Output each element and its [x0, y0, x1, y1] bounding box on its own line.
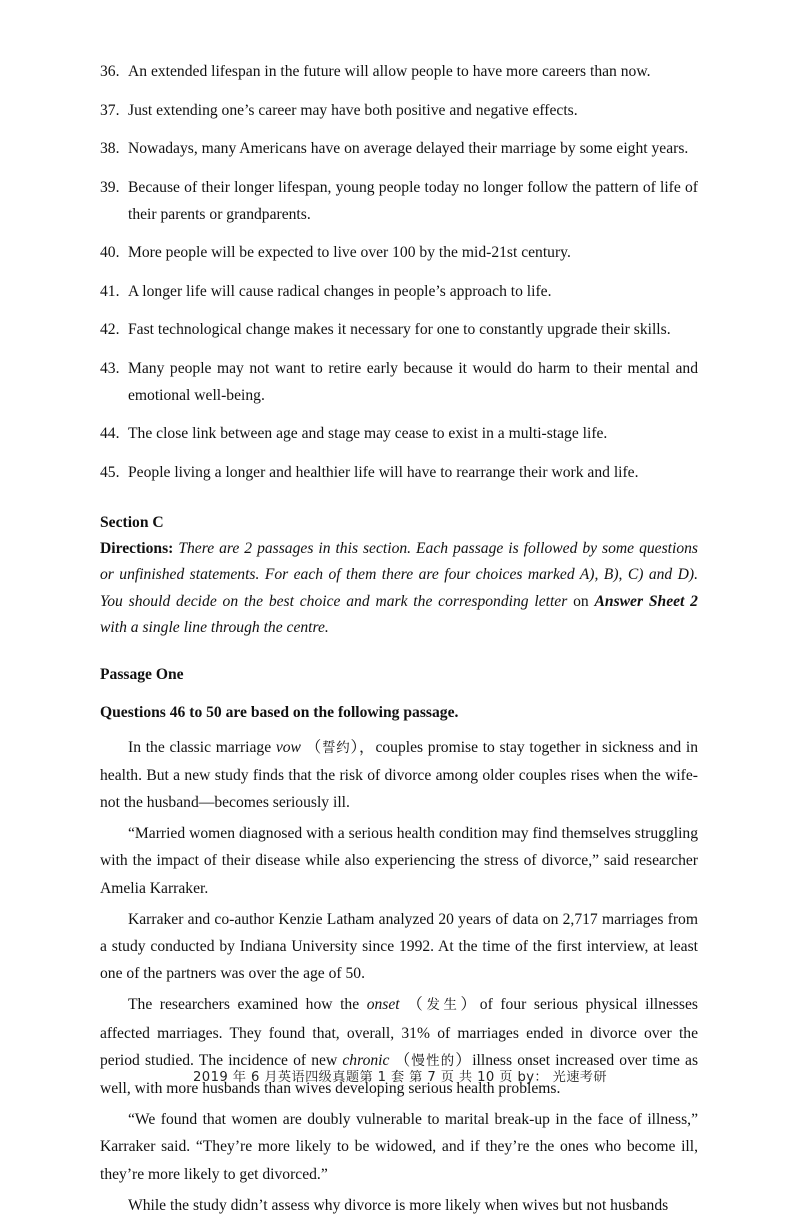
passage-paragraph: Karraker and co-author Kenzie Latham analyzed 20 years of data on 2,717 marriages from a study conducted by Indiana University since 1992. At the time of the first interview, at least one of the partners was over the age of 50. — [100, 910, 698, 983]
directions-body-part1 — [100, 540, 698, 637]
statement-item — [100, 97, 698, 124]
statement-number: 39. — [100, 178, 120, 196]
statement-text: People living a longer and healthier life will have to rearrange their work and life. — [128, 463, 639, 481]
directions-text-2: with a single line through the centre. — [100, 619, 329, 636]
passage-paragraph: “Married women diagnosed with a serious health condition may find themselves struggling with the impact of their disease while also experiencing the stress of divorce,” said researcher Amelia Karraker. — [100, 825, 698, 897]
statement-text: Fast technological change makes it necessary for one to constantly upgrade their skills. — [128, 321, 671, 338]
statement-item — [100, 459, 698, 486]
matching-statements-list — [100, 58, 698, 486]
statement-number: 41. — [100, 282, 120, 300]
questions-range-line: Questions 46 to 50 are based on the following passage. — [100, 703, 459, 721]
passage-paragraph: “We found that women are doubly vulnerable to marital break-up in the face of illness,” Karraker said. “They’re more likely to be widowed, and if they’re the ones who become ill, they’re more likely to get divorced.” — [100, 1111, 698, 1183]
statement-text: An extended lifespan in the future will allow people to have more careers than now. — [128, 63, 651, 80]
statement-number: 40. — [100, 244, 120, 261]
statement-number: 38. — [100, 140, 120, 157]
statement-text: A longer life will cause radical changes in people’s approach to life. — [128, 282, 552, 300]
statement-item — [100, 174, 698, 228]
chinese-gloss: 誓约 — [322, 740, 351, 756]
section-c-heading: Section C — [100, 513, 164, 531]
page-content — [100, 58, 698, 1219]
statement-number: 42. — [100, 321, 120, 338]
passage-paragraph: The researchers examined how the onset （发生）of four serious physical illnesses affected marriages. They found that, overall, 31% of marriages ended in divorce over the period studied. The incidence of new chronic （慢性的）illness onset increased over time as well, with more husbands than wives developing serious health problems. — [100, 996, 699, 1097]
statement-item — [100, 278, 698, 305]
statement-item — [100, 239, 698, 266]
statement-number: 37. — [100, 101, 120, 119]
statement-item — [100, 135, 698, 162]
statement-number: 45. — [100, 463, 120, 481]
directions-word-on: on — [573, 592, 589, 610]
statement-item — [100, 58, 698, 85]
glossed-term: vow — [275, 738, 301, 756]
chinese-gloss: 发生 — [426, 998, 461, 1014]
statement-text: Nowadays, many Americans have on average delayed their marriage by some eight years. — [128, 140, 689, 157]
statement-text: Because of their longer lifespan, young people today no longer follow the pattern of life of their parents or grandparents. — [128, 178, 698, 223]
statement-item — [100, 355, 698, 409]
statement-text: Many people may not want to retire early because it would do harm to their mental and emotional well-being. — [128, 359, 698, 404]
glossed-term: chronic — [342, 1051, 390, 1069]
statement-item — [100, 420, 698, 447]
statement-text: More people will be expected to live over 100 by the mid-21st century. — [128, 244, 571, 261]
statement-number: 44. — [100, 425, 120, 442]
passage-paragraph: While the study didn’t assess why divorce is more likely when wives but not husbands — [128, 1196, 669, 1214]
glossed-term: onset — [366, 996, 400, 1014]
directions-label: Directions: — [100, 539, 174, 557]
statement-text: The close link between age and stage may cease to exist in a multi-stage life. — [128, 425, 608, 442]
directions-text-1: There are 2 passages in this section. Each passage is followed by some questions or unfinished statements. For each of them there are four choices marked A), B), C) and D). You should decide on the best choice and mark the corresponding letter — [100, 539, 698, 610]
passage-paragraph: In the classic marriage vow （誓约），couples promise to stay together in sickness and in health. But a new study finds that the risk of divorce among older couples rises when the wife-not the husband—becomes seriously ill. — [100, 738, 699, 811]
section-c-directions — [100, 536, 698, 642]
statement-text: Just extending one’s career may have both positive and negative effects. — [128, 101, 578, 119]
statement-number: 36. — [100, 63, 120, 80]
answer-sheet-reference: Answer Sheet 2 — [594, 592, 698, 610]
passage-one-title: Passage One — [100, 665, 184, 683]
statement-item — [100, 316, 698, 343]
chinese-gloss: 慢性的 — [411, 1053, 456, 1069]
statement-number: 43. — [100, 359, 120, 377]
page-footer: 2019 年 6 月英语四级真题第 1 套 第 7 页 共 10 页 by： 光速考研 — [193, 1070, 607, 1085]
